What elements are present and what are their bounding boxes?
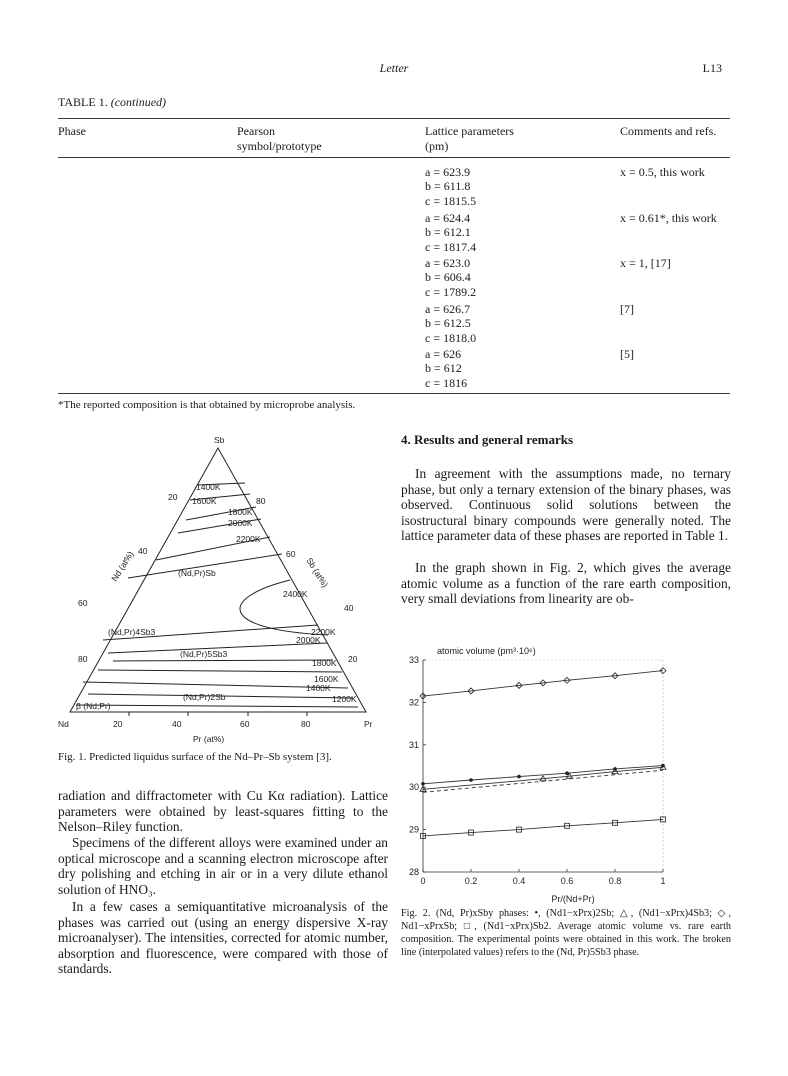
- lattice-param-c: c = 1817.4: [425, 239, 477, 254]
- lattice-cell: [425, 211, 476, 254]
- isotherm-label-1800-upper: 1800K: [228, 507, 253, 517]
- phase-label-ndsb: (Nd,Pr)Sb: [178, 568, 216, 578]
- isotherm-label-1600-lower: 1600K: [314, 674, 339, 684]
- left-axis-label: Nd (at%): [109, 549, 136, 584]
- comment-cell: x = 1, [17]: [620, 256, 671, 270]
- lattice-param-a: a = 623.9: [425, 165, 471, 179]
- comment-cell: [5]: [620, 347, 634, 361]
- y-tick-label: 32: [408, 697, 419, 708]
- lattice-param-a: a = 623.0: [425, 256, 471, 270]
- table-header-phase: Phase: [58, 124, 86, 138]
- bottom-axis-label: Pr (at%): [193, 734, 225, 744]
- vertex-pr: Pr: [364, 719, 373, 729]
- x-tick-label: 1: [660, 876, 666, 886]
- lattice-param-b: b = 612: [425, 361, 462, 376]
- paragraph-microanalysis: In a few cases a semiquantitative microanalysis of the phases was carried out (using an energy dispersive X-ray microanalyser). The intensities, corrected for atomic number, absorption and fluorescence, were compared with those of standards.: [58, 899, 388, 977]
- table-header-rule: [58, 157, 730, 158]
- right-tick-60: 60: [286, 549, 296, 559]
- isotherm-label-2400: 2400K: [283, 589, 308, 599]
- y-tick-label: 33: [408, 655, 419, 665]
- series-line-triangle: [423, 767, 663, 789]
- phase-label-beta: β (Nd,Pr): [76, 701, 111, 711]
- isotherm-line-1800-lower: [98, 670, 342, 672]
- isotherm-label-1400-lower: 1400K: [306, 683, 331, 693]
- lattice-cell: [425, 256, 476, 299]
- paragraph-specimens: Specimens of the different alloys were examined under an optical microscope and a scanning electron microscope after dry polishing and etching in air or in a very dilute ethanol solution of HNO₃.: [58, 835, 388, 897]
- y-tick-label: 29: [408, 824, 419, 835]
- comment-cell: x = 0.61*, this work: [620, 211, 717, 225]
- y-tick-label: 30: [408, 782, 419, 793]
- table-footnote: *The reported composition is that obtained by microprobe analysis.: [58, 399, 356, 411]
- isotherm-label-2000-upper: 2000K: [228, 518, 253, 528]
- left-tick-60: 60: [78, 598, 88, 608]
- table-bottom-rule: [58, 393, 730, 394]
- y-tick-label: 31: [408, 739, 419, 750]
- x-tick-label: 0.2: [464, 876, 478, 886]
- lattice-cell: [425, 347, 467, 390]
- table-header-pearson: Pearson symbol/prototype: [237, 124, 322, 153]
- right-tick-20: 20: [348, 654, 358, 664]
- isotherm-label-2200-upper: 2200K: [236, 534, 261, 544]
- y-tick-label: 28: [408, 867, 419, 877]
- lattice-param-c: c = 1818.0: [425, 330, 477, 345]
- isotherm-label-1800-lower: 1800K: [312, 658, 337, 668]
- vertex-sb: Sb: [214, 435, 225, 445]
- data-point-dot: [421, 782, 425, 786]
- table-caption-cont: (continued): [110, 95, 167, 109]
- left-tick-80: 80: [78, 654, 88, 664]
- paragraph-results: In agreement with the assumptions made, no ternary phase, but only a ternary extension of the binary phases, was observed. Continuous solid solutions between the isostructural binary compounds were generally noted. The lattice parameter data of these phases are reported in Table 1.: [401, 466, 731, 544]
- vertex-nd: Nd: [58, 719, 69, 729]
- right-axis-label: Sb (at%): [304, 555, 331, 590]
- isotherm-label-1400-upper: 1400K: [196, 482, 221, 492]
- isotherm-line-1200: [76, 705, 358, 707]
- table-top-rule: [58, 118, 730, 119]
- x-tick-label: 0: [420, 876, 426, 886]
- isotherm-line-2000-lower: [113, 660, 333, 661]
- bottom-tick-20: 20: [113, 719, 123, 729]
- x-tick-label: 0.4: [512, 876, 526, 886]
- phase-label-nd5sb3: (Nd,Pr)5Sb3: [180, 649, 228, 659]
- figure2-chart: [395, 640, 735, 904]
- series-line-square: [423, 819, 663, 836]
- table-header-lattice: Lattice parameters (pm): [425, 124, 514, 153]
- bottom-tick-40: 40: [172, 719, 182, 729]
- left-tick-40: 40: [138, 546, 148, 556]
- phase-label-nd4sb3: (Nd,Pr)4Sb3: [108, 627, 156, 637]
- figure1-caption: Fig. 1. Predicted liquidus surface of the Nd–Pr–Sb system [3].: [58, 751, 332, 763]
- table-caption: [58, 95, 166, 110]
- table-caption-main: TABLE 1.: [58, 95, 111, 109]
- running-header: Letter: [379, 61, 409, 75]
- isotherm-label-2000-lower: 2000K: [296, 635, 321, 645]
- x-tick-label: 0.6: [560, 876, 574, 886]
- comment-cell: x = 0.5, this work: [620, 165, 705, 179]
- comment-cell: [7]: [620, 302, 634, 316]
- lattice-param-a: a = 626.7: [425, 302, 471, 316]
- lattice-param-b: b = 612.5: [425, 316, 471, 331]
- data-point-dot: [517, 775, 521, 779]
- right-tick-80: 80: [256, 496, 266, 506]
- figure2-caption: Fig. 2. (Nd, Pr)xSby phases: •, (Nd1−xPrx)2Sb; △, (Nd1−xPrx)4Sb3; ◇, Nd1−xPrxSb; □, (Nd1−xPrx)Sb2. Average atomic volume vs. rare earth composition. The experimental points were obtained in this work. The broken line (interpolated values) refers to the (Nd, Pr)5Sb3 phase.: [401, 908, 731, 958]
- left-tick-20: 20: [168, 492, 178, 502]
- bottom-tick-80: 80: [301, 719, 311, 729]
- table-header-comments: Comments and refs.: [620, 124, 717, 138]
- x-tick-label: 0.8: [608, 876, 622, 886]
- figure1-ternary-diagram: [58, 430, 388, 748]
- data-point-dot: [469, 778, 473, 782]
- bottom-tick-60: 60: [240, 719, 250, 729]
- paragraph-graph: In the graph shown in Fig. 2, which gives the average atomic volume as a function of the rare earth composition, very small deviations from linearity are ob-: [401, 560, 731, 607]
- lattice-param-b: b = 612.1: [425, 225, 471, 240]
- lattice-param-b: b = 611.8: [425, 179, 471, 194]
- section-title: 4. Results and general remarks: [401, 432, 574, 447]
- isotherm-label-2200-lower: 2200K: [311, 627, 336, 637]
- series-line-diamond: [423, 671, 663, 696]
- right-tick-40: 40: [344, 603, 354, 613]
- page-number: L13: [702, 61, 722, 75]
- chart-ylabel: atomic volume (pm³·10⁶): [437, 646, 536, 656]
- lattice-param-a: a = 624.4: [425, 211, 471, 225]
- lattice-param-c: c = 1816: [425, 375, 468, 390]
- isotherm-label-1600-upper: 1600K: [192, 496, 217, 506]
- isotherm-label-1200: 1200K: [332, 694, 357, 704]
- lattice-cell: [425, 165, 476, 208]
- lattice-param-c: c = 1789.2: [425, 284, 477, 299]
- lattice-param-a: a = 626: [425, 347, 462, 361]
- paragraph-radiation: radiation and diffractometer with Cu Kα radiation). Lattice parameters were obtained by least-squares fitting to the Nelson–Riley function.: [58, 788, 388, 835]
- lattice-param-b: b = 606.4: [425, 270, 471, 285]
- lattice-param-c: c = 1815.5: [425, 193, 477, 208]
- lattice-cell: [425, 302, 476, 345]
- phase-label-nd2sb: (Nd,Pr)2Sb: [183, 692, 226, 702]
- chart-xlabel: Pr/(Nd+Pr): [551, 894, 595, 904]
